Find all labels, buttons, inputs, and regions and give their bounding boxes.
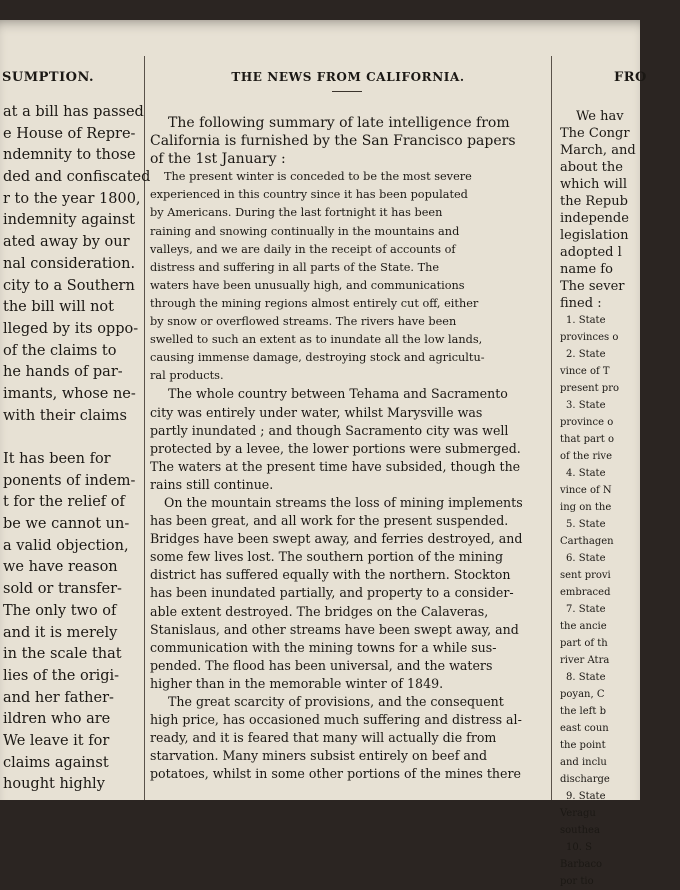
right-column-line: poyan, C — [560, 689, 605, 700]
right-column-line: southea — [560, 825, 600, 836]
article-line: experienced in this country since it has been populated — [150, 188, 468, 202]
right-column-line: fined : — [560, 296, 602, 311]
left-column-line: we have reason — [3, 559, 118, 576]
article-body — [150, 114, 546, 783]
article-line: The great scarcity of provisions, and the consequent — [168, 694, 504, 709]
article-line: Bridges have been swept away, and ferries destroyed, and — [150, 531, 523, 547]
right-column-line: Veragu — [560, 808, 596, 819]
right-column-line: 3. State — [566, 400, 606, 411]
left-column-line: t for the relief of — [3, 494, 125, 511]
left-column-line: be we cannot un- — [3, 516, 130, 533]
article-line: The whole country between Tehama and Sacramento — [168, 386, 508, 402]
left-column-line: with their claims — [3, 407, 127, 424]
article-line: ral products. — [150, 369, 224, 383]
article-line: ready, and it is feared that many will actually die from — [150, 730, 497, 746]
article-line: by snow or overflowed streams. The rivers have been — [150, 315, 457, 329]
left-column-line: It has been for — [3, 451, 111, 467]
right-column-line: 1. State — [566, 315, 606, 326]
article-line: On the mountain streams the loss of mining implements — [164, 494, 523, 510]
right-column-line: the Repub — [560, 194, 628, 209]
right-column-line: 4. State — [566, 468, 606, 479]
left-column-line: claims against — [3, 754, 109, 771]
left-column-line: ated away by our — [3, 234, 130, 251]
left-column-line: city to a Southern — [3, 277, 135, 294]
left-column-line — [0, 427, 150, 449]
right-column-line: the left b — [560, 706, 606, 717]
article-line: starvation. Many miners subsist entirely on beef and — [150, 748, 488, 764]
right-column-line: Carthagen — [560, 536, 614, 547]
right-column-line: of the rive — [560, 451, 613, 462]
left-column-line: ndemnity to those — [3, 147, 136, 164]
article-line: raining and snowing continually in the mountains and — [150, 224, 460, 238]
right-column-line: embraced — [560, 587, 611, 598]
right-column-line: independe — [560, 211, 629, 226]
left-column-line: ded and confiscated — [3, 169, 151, 186]
right-column-line: part of th — [560, 638, 608, 649]
article-line: potatoes, whilst in some other portions of the mines there — [150, 766, 521, 782]
right-column-line: 2. State — [566, 349, 606, 360]
right-column-line: adopted l — [560, 245, 622, 260]
left-column-line: We leave it for — [3, 732, 110, 749]
article-line: Stanislaus, and other streams have been swept away, and — [150, 621, 519, 637]
right-column-line: and inclu — [560, 757, 607, 768]
article-line: valleys, and we are daily in the receipt of accounts of — [150, 242, 456, 256]
left-column-line: he hands of par- — [3, 364, 123, 381]
left-column-line: lleged by its oppo- — [3, 320, 139, 337]
article-line: high price, has occasioned much suffering and distress al- — [150, 712, 522, 728]
left-column-line: nal consideration. — [3, 255, 136, 272]
left-column-line: imants, whose ne- — [3, 385, 136, 402]
article-line: swelled to such an extent as to inundate all the low lands, — [150, 333, 483, 347]
right-column-line: discharge — [560, 774, 610, 785]
left-column-line: of the claims to — [3, 342, 117, 359]
right-column-line: province o — [560, 417, 614, 428]
right-column-line: the ancie — [560, 621, 607, 632]
article-line: causing immense damage, destroying stock and agricultu- — [150, 351, 485, 365]
right-column-line: 10. S — [566, 842, 592, 853]
article-line: The following summary of late intelligence from — [168, 115, 510, 131]
right-column-line: ing on the — [560, 502, 612, 513]
right-column-line: We hav — [576, 109, 624, 124]
article-line: distress and suffering in all parts of the State. The — [150, 260, 440, 274]
right-column-line: 9. State — [566, 791, 606, 802]
left-column-line: the bill will not — [3, 299, 114, 316]
left-column-heading: SUMPTION. — [2, 70, 95, 85]
right-column-line: vince of N — [560, 485, 612, 496]
left-column-line: at a bill has passed — [3, 104, 144, 120]
article-line: of the 1st January : — [150, 151, 286, 168]
left-column-line: ponents of indem- — [3, 472, 136, 489]
article-line: by Americans. During the last fortnight it has been — [150, 206, 443, 220]
left-column-line: hought highly — [3, 776, 105, 793]
title-rule — [332, 91, 362, 92]
article-line: city was entirely under water, whilst Marysville was — [150, 404, 483, 420]
right-column-line: por tio — [560, 876, 594, 887]
article-line: protected by a levee, the lower portions were submerged. — [150, 440, 521, 456]
article-line: higher than in the memorable winter of 1849. — [150, 675, 444, 691]
article-line: California is furnished by the San Francisco papers — [150, 133, 516, 150]
right-column-heading: FRO — [614, 70, 647, 85]
right-column-line: 6. State — [566, 553, 606, 564]
right-column-line: vince of T — [560, 366, 610, 377]
article-line: pended. The flood has been universal, and the waters — [150, 657, 493, 673]
right-column-line: legislation — [560, 228, 629, 243]
right-column-line: 7. State — [566, 604, 606, 615]
left-column-line: sold or transfer- — [3, 581, 122, 598]
right-column-line: provinces o — [560, 332, 619, 343]
right-column-line: Barbaco — [560, 859, 603, 870]
right-column-line: 8. State — [566, 672, 606, 683]
article-line: The present winter is conceded to be the most severe — [164, 170, 472, 184]
column-rule-right — [551, 56, 552, 800]
right-column-line: river Atra — [560, 655, 610, 666]
left-column-line: ildren who are — [3, 711, 111, 728]
right-column-line: March, and — [560, 143, 636, 158]
right-column-line: the point — [560, 740, 606, 751]
article-line: through the mining regions almost entirely cut off, either — [150, 296, 479, 310]
article-line: partly inundated ; and though Sacramento city was well — [150, 422, 509, 438]
right-column-text — [560, 108, 636, 890]
left-column-text — [0, 102, 150, 796]
article-line: district has suffered equally with the northern. Stockton — [150, 567, 511, 583]
left-column-line: r to the year 1800, — [3, 190, 141, 207]
newspaper-page — [0, 20, 647, 887]
right-column-line: present pro — [560, 383, 619, 394]
article-line: rains still continue. — [150, 476, 274, 492]
right-column-line: about the — [560, 160, 623, 175]
article-line: waters have been unusually high, and communications — [150, 278, 465, 292]
right-column-line: east coun — [560, 723, 609, 734]
left-column-line: and her father- — [3, 689, 114, 706]
right-column-line: 5. State — [566, 519, 606, 530]
article-line: some few lives lost. The southern portion of the mining — [150, 549, 504, 565]
right-column-line: The Congr — [560, 126, 630, 141]
article-title: THE NEWS FROM CALIFORNIA. — [231, 70, 465, 84]
left-column-line: lies of the origi- — [3, 667, 120, 684]
article-line: The waters at the present time have subsided, though the — [150, 458, 521, 474]
right-column-line: that part o — [560, 434, 614, 445]
left-column-line: indemnity against — [3, 212, 136, 229]
left-column-line: and it is merely — [3, 624, 118, 641]
article-line: has been inundated partially, and property to a consider- — [150, 585, 514, 601]
left-column-line: a valid objection, — [3, 537, 129, 554]
left-column-line: e House of Repre- — [3, 125, 136, 142]
right-column-line: The sever — [560, 279, 625, 294]
article-line: communication with the mining towns for a while sus- — [150, 639, 497, 655]
article-line: able extent destroyed. The bridges on the Calaveras, — [150, 603, 489, 619]
right-column-line: name fo — [560, 262, 613, 277]
right-column-line: sent provi — [560, 570, 611, 581]
article-line: has been great, and all work for the present suspended. — [150, 513, 509, 529]
left-column-line: in the scale that — [3, 646, 122, 663]
right-column-line: which will — [560, 177, 628, 192]
left-column-line: The only two of — [3, 602, 117, 619]
